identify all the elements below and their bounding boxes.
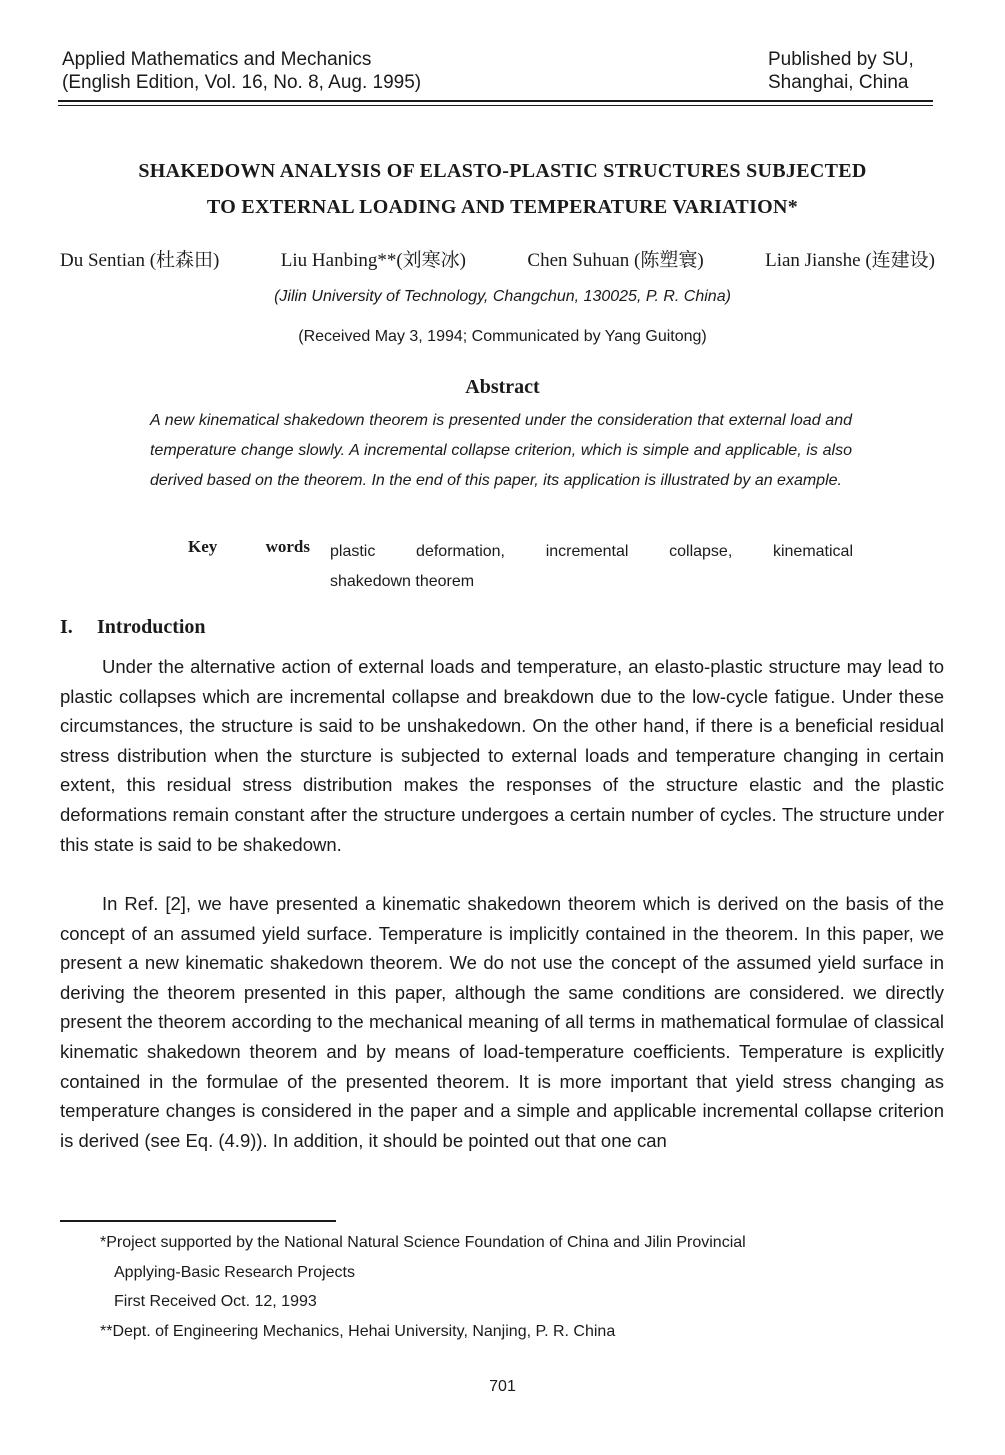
paper-title-line2: TO EXTERNAL LOADING AND TEMPERATURE VARIATION* [206, 196, 799, 218]
header-rule-thick [58, 100, 933, 102]
body-paragraph-2 [60, 889, 944, 1155]
page-number: 701 [489, 1378, 516, 1395]
journal-name: Applied Mathematics and Mechanics [62, 49, 372, 70]
author-3: Chen Suhuan (陈塑寰) [527, 250, 704, 271]
keywords-label-word2: words [265, 537, 310, 556]
abstract-text: A new kinematical shakedown theorem is presented under the consideration that external load and temperature change slowly. A incremental collapse criterion, which is simple and applicable, is also derived based on the theorem. In the end of this paper, its application is illustrated by an example. [150, 412, 852, 489]
footnote-2: **Dept. of Engineering Mechanics, Hehai University, Nanjing, P. R. China [100, 1322, 616, 1340]
footnote-1-line3: First Received Oct. 12, 1993 [114, 1293, 317, 1310]
affiliation: (Jilin University of Technology, Changchun, 130025, P. R. China) [274, 288, 731, 305]
author-2: Liu Hanbing**(刘寒冰) [280, 250, 467, 271]
footnotes [100, 1228, 950, 1346]
publisher-info [768, 48, 914, 94]
author-list [60, 245, 935, 272]
paragraph-text: Under the alternative action of external loads and temperature, an elasto-plastic structure may lead to plastic collapses which are incremental collapse and breakdown due to the low-cycle fatigue. Under these circumstances, the structure is said to be unshakedown. On the other hand, if there is a beneficial residual stress distribution when the sturcture is subjected to external loads and temperature changing in certain extent, this residual stress distribution makes the responses of the structure elastic and the plastic deformations remain constant after the structure undergoes a certain number of cycles. The structure under this state is said to be shakedown. [60, 656, 944, 855]
footnote-1-line2: Applying-Basic Research Projects [114, 1263, 355, 1281]
author-4: Lian Jianshe (连建设) [765, 250, 935, 271]
keywords-line2: shakedown theorem [330, 573, 475, 590]
paragraph-text: In Ref. [2], we have presented a kinematic shakedown theorem which is derived on the basis of the concept of an assumed yield surface. Temperature is implicitly contained in the theorem. In this paper, we present a new kinematic shakedown theorem. We do not use the concept of the assumed yield surface in deriving the theorem presented in this paper, although the same conditions are considered. we directly present the theorem according to the mechanical meaning of all terms in mathematical formulae of classical kinematic shakedown theorem and by means of load-temperature coefficients. Temperature is explicitly contained in the formulae of the presented theorem. It is more important that yield stress changing as temperature changes is considered in the paper and a simple and applicable incremental collapse criterion is derived (see Eq. (4.9)). In addition, it should be pointed out that one can [60, 893, 944, 1151]
journal-info [62, 48, 421, 94]
footnote-rule [60, 1220, 336, 1222]
body-paragraph-1 [60, 652, 944, 859]
keywords-label-word1: Key [188, 537, 218, 556]
abstract-heading: Abstract [465, 376, 540, 398]
header-rule-thin [58, 105, 933, 106]
paper-title-line1: SHAKEDOWN ANALYSIS OF ELASTO-PLASTIC STRUCTURES SUBJECTED [138, 160, 867, 182]
publisher-location: Shanghai, China [768, 72, 909, 93]
section-title: Introduction [97, 616, 206, 638]
keywords-label [188, 537, 310, 557]
received-date: (Received May 3, 1994; Communicated by Yang Guitong) [298, 328, 707, 345]
publisher-name: Published by SU, [768, 49, 914, 70]
journal-edition: (English Edition, Vol. 16, No. 8, Aug. 1995) [62, 72, 422, 93]
footnote-1-line1: *Project supported by the National Natural Science Foundation of China and Jilin Provincial [100, 1234, 746, 1251]
section-number: I. [60, 616, 73, 638]
section-heading [60, 616, 206, 639]
keywords-line1: plastic deformation, incremental collapse, kinematical [330, 543, 853, 560]
author-1: Du Sentian (杜森田) [60, 250, 220, 271]
